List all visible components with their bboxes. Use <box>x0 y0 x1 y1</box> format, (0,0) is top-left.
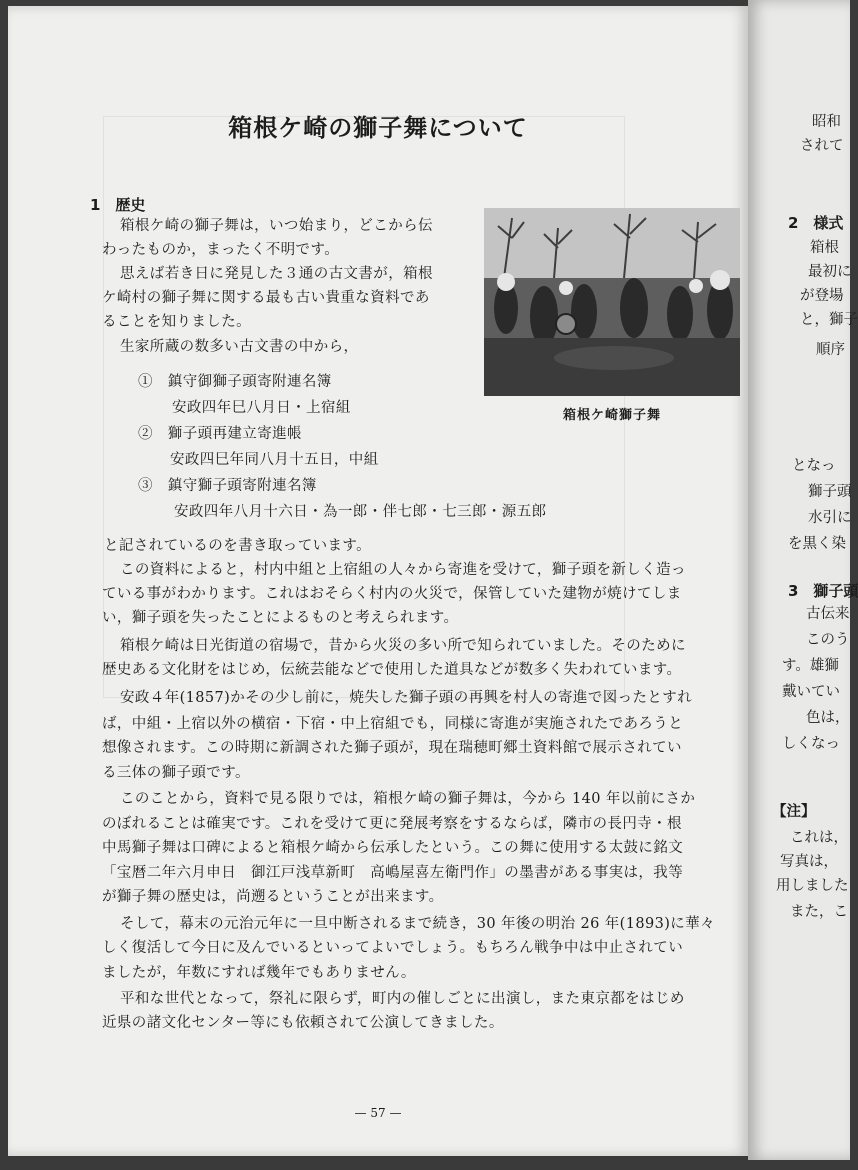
text-line: す。雄獅 <box>782 658 839 674</box>
photo-caption: 箱根ケ崎獅子舞 <box>562 408 661 423</box>
text-line: わったものか，まったく不明です。 <box>102 242 340 258</box>
list-item: ③ 鎮守獅子頭寄附連名簿 <box>138 478 317 494</box>
section-heading-shishigashira: 3 獅子頭 <box>788 582 858 600</box>
text-line: これは， <box>790 830 848 846</box>
text-line: が登場 <box>800 288 844 304</box>
text-line: 順序 <box>816 342 845 358</box>
text-line: 「宝暦二年六月申日 御江戸浅草新町 高嶋屋喜左衛門作」の墨書がある事実は，我等 <box>102 865 684 881</box>
text-line: 戴いてい <box>782 684 840 700</box>
text-line: る三体の獅子頭です。 <box>102 765 250 781</box>
text-line: また，こ <box>790 904 848 920</box>
text-line: 写真は， <box>780 854 838 870</box>
text-line: このう <box>806 632 850 648</box>
text-line: 昭和 <box>812 114 841 130</box>
text-line: が獅子舞の歴史は，尚遡るということが出来ます。 <box>102 889 444 905</box>
list-item: ② 獅子頭再建立寄進帳 <box>138 426 302 442</box>
left-page <box>8 6 748 1156</box>
list-item: ① 鎮守御獅子頭寄附連名簿 <box>138 374 332 390</box>
text-line: ば，中組・上宿以外の横宿・下宿・中上宿組でも，同様に寄進が実施されたであろうと <box>102 716 684 732</box>
note-label: 【注】 <box>772 803 816 820</box>
text-line: 歴史ある文化財をはじめ，伝統芸能などで使用した道具などが数多く失われています。 <box>102 662 682 678</box>
text-line: と，獅子 <box>800 312 858 328</box>
text-line: と記されているのを書き取っています。 <box>104 538 372 554</box>
section-heading-style: 2 様式 <box>788 214 844 232</box>
text-line: のぼれることは確実です。これを受けて更に発展考察をするならば，隣市の長円寺・根 <box>102 816 682 832</box>
text-line: 安政４年(1857)かその少し前に，焼失した獅子頭の再興を村人の寄進で図ったとすれ <box>120 690 693 706</box>
list-item-detail: 安政四年八月十六日・為一郎・伴七郎・七三郎・源五郎 <box>174 504 547 520</box>
text-line: 箱根 <box>810 240 839 256</box>
text-line: となっ <box>792 458 836 474</box>
text-line: 箱根ケ崎の獅子舞は，いつ始まり，どこから伝 <box>120 218 433 234</box>
text-line: ましたが，年数にすれば幾年でもありません。 <box>102 965 416 981</box>
text-line: 用しました <box>776 878 849 894</box>
text-line: 最初に <box>808 264 852 280</box>
shishimai-photo <box>484 208 740 396</box>
text-line: 生家所蔵の数多い古文書の中から， <box>120 339 359 355</box>
text-line: ることを知りました。 <box>102 314 251 330</box>
text-line: ケ崎村の獅子舞に関する最も古い貴重な資料であ <box>102 290 430 306</box>
section-heading-history: 1 歴史 <box>90 196 146 214</box>
page-title: 箱根ケ崎の獅子舞について <box>228 114 528 142</box>
list-item-detail: 安政四巳年同八月十五日，中組 <box>170 452 379 468</box>
text-line: 色は， <box>806 710 850 726</box>
text-line: 箱根ケ崎は日光街道の宿場で，昔から火災の多い所で知られていました。そのために <box>120 638 686 654</box>
text-line: そして，幕末の元治元年に一旦中断されるまで続き，30 年後の明治 26 年(1893)に華々 <box>120 916 715 932</box>
text-line: この資料によると，村内中組と上宿組の人々から寄進を受けて，獅子頭を新しく造っ <box>120 562 686 578</box>
text-line: このことから，資料で見る限りでは，箱根ケ崎の獅子舞は，今から 140 年以前にさか <box>120 791 696 807</box>
text-line: しくなっ <box>782 736 840 752</box>
text-line: 古伝来 <box>806 606 850 622</box>
text-line: 近県の諸文化センター等にも依頼されて公演してきました。 <box>102 1015 504 1031</box>
text-line: 平和な世代となって，祭礼に限らず，町内の催しごとに出演し，また東京都をはじめ <box>120 991 685 1007</box>
text-line: 思えば若き日に発見した３通の古文書が，箱根 <box>120 266 433 282</box>
text-line: ている事がわかります。これはおそらく村内の火災で，保管していた建物が焼けてしま <box>102 586 682 602</box>
right-page <box>748 0 858 1160</box>
text-line: 中馬獅子舞は口碑によると箱根ケ崎から伝承したという。この舞に使用する太鼓に銘文 <box>102 840 684 856</box>
text-line: い，獅子頭を失ったことによるものと考えられます。 <box>102 610 459 626</box>
text-line: 想像されます。この時期に新調された獅子頭が，現在瑞穂町郷土資料館で展示されてい <box>102 740 682 756</box>
text-line: しく復活して今日に及んでいるといってよいでしょう。もちろん戦争中は中止されてい <box>102 940 684 956</box>
text-line: されて <box>800 138 844 154</box>
text-line: 水引に <box>808 510 852 526</box>
text-line: を黒く染 <box>788 536 846 552</box>
text-line: 獅子頭 <box>808 484 852 500</box>
page-number: — 57 — <box>354 1106 402 1120</box>
list-item-detail: 安政四年巳八月日・上宿組 <box>172 400 351 416</box>
